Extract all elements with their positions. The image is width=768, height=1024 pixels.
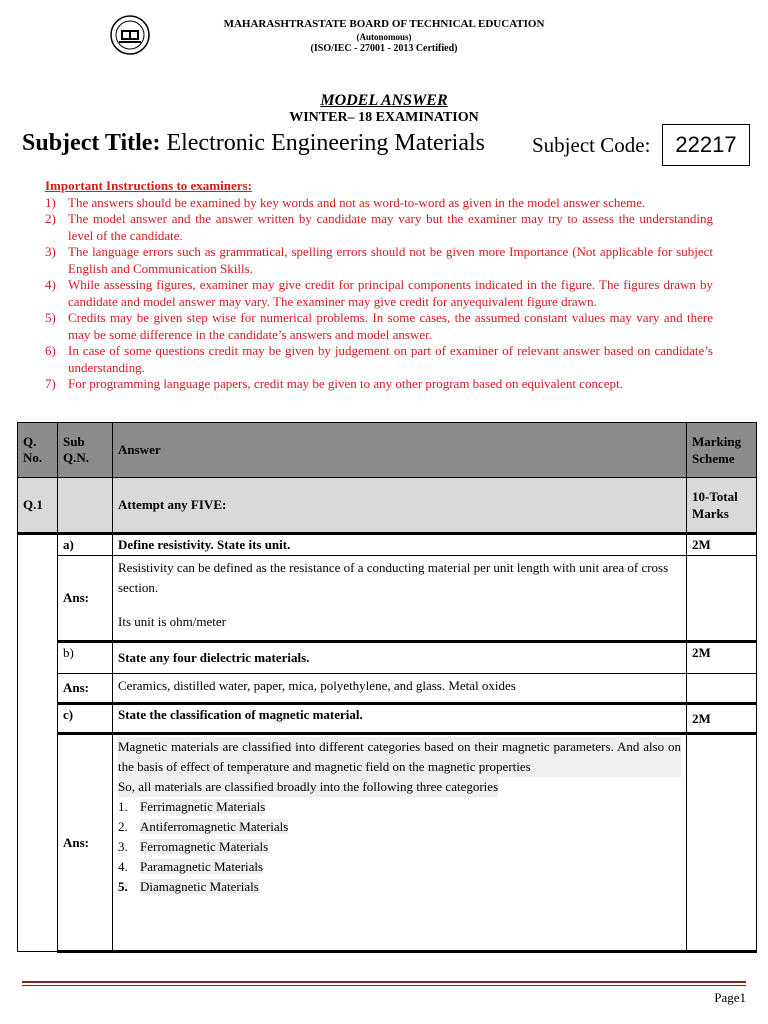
instruction-item: 6) In case of some questions credit may be given by judgement on part of examiner of relevant answer based on candidate’s understanding. bbox=[45, 343, 713, 375]
model-answer-title: MODEL ANSWER bbox=[320, 92, 448, 109]
list-item: 5. Diamagnetic Materials bbox=[118, 879, 259, 894]
table-row bbox=[18, 704, 757, 734]
ans-label-b: Ans: bbox=[58, 674, 113, 704]
footer-rule-thin bbox=[22, 985, 746, 986]
instruction-item: 5) Credits may be given step wise for numerical problems. In some cases, the assumed constant values may vary and there may be some difference in the candidate’s answers and model answer. bbox=[45, 310, 713, 342]
magnetic-categories-list bbox=[118, 797, 681, 897]
instruction-item: 4) While assessing figures, examiner may give credit for principal components indicated in the figure. The figures drawn by candidate and model answer may vary. The examiner may give credit for anyequivalent figure drawn. bbox=[45, 277, 713, 309]
subject-title bbox=[22, 130, 485, 157]
instruction-item: 3) The language errors such as grammatical, spelling errors should not be given more Importance (Not applicable for subject English and Communication Skills. bbox=[45, 244, 713, 276]
sub-label-c: c) bbox=[58, 704, 113, 734]
q1-number: Q.1 bbox=[18, 478, 58, 534]
instruction-item: 2) The model answer and the answer written by candidate may vary but the examiner may try to assess the understanding level of the candidate. bbox=[45, 211, 713, 243]
msbte-logo bbox=[109, 14, 151, 56]
subject-title-value: Electronic Engineering Materials bbox=[166, 130, 485, 156]
list-item: 2. Antiferromagnetic Materials bbox=[118, 819, 289, 834]
answer-c-intro: So, all materials are classified broadly into the following three categories bbox=[118, 777, 498, 797]
header-answer: Answer bbox=[113, 423, 687, 478]
answer-a-unit: Its unit is ohm/meter bbox=[118, 614, 226, 629]
question-a: Define resistivity. State its unit. bbox=[113, 534, 687, 556]
answer-b: Ceramics, distilled water, paper, mica, polyethylene, and glass. Metal oxides bbox=[113, 674, 687, 704]
table-row bbox=[18, 534, 757, 556]
instructions-list bbox=[45, 195, 713, 393]
header-qno: Q. No. bbox=[18, 423, 58, 478]
marks-b-blank bbox=[687, 674, 757, 704]
marks-c: 2M bbox=[687, 704, 757, 734]
answer-c-paragraph: Magnetic materials are classified into different categories based on their magnetic parameters. And also on the basis of effect of temperature and magnetic field on the magnetic properties bbox=[118, 737, 681, 777]
marks-a: 2M bbox=[687, 534, 757, 556]
subject-code-value: 22217 bbox=[662, 124, 750, 166]
marks-a-blank bbox=[687, 556, 757, 642]
marks-b: 2M bbox=[687, 642, 757, 674]
header-marking: Marking Scheme bbox=[687, 423, 757, 478]
instructions-block bbox=[45, 178, 713, 393]
list-item: 3. Ferromagnetic Materials bbox=[118, 839, 269, 854]
qno-blank-cell bbox=[18, 534, 58, 952]
table-row bbox=[18, 642, 757, 674]
subject-title-label: Subject Title: bbox=[22, 130, 161, 156]
iso-label: (ISO/IEC - 27001 - 2013 Certified) bbox=[310, 43, 458, 54]
table-row bbox=[18, 734, 757, 952]
list-item: 4. Paramagnetic Materials bbox=[118, 859, 264, 874]
instructions-title: Important Instructions to examiners: bbox=[45, 178, 252, 193]
page-number: Page1 bbox=[714, 990, 746, 1005]
question-b: State any four dielectric materials. bbox=[113, 642, 687, 674]
footer-rule bbox=[22, 981, 746, 983]
question-c: State the classification of magnetic material. bbox=[113, 704, 687, 734]
table-row bbox=[18, 556, 757, 642]
header-subqn: Sub Q.N. bbox=[58, 423, 113, 478]
table-header-row bbox=[18, 423, 757, 478]
answer-a bbox=[113, 556, 687, 642]
answer-c bbox=[113, 734, 687, 952]
board-name: MAHARASHTRASTATE BOARD OF TECHNICAL EDUCATION bbox=[223, 18, 545, 30]
subject-code-label: Subject Code: bbox=[532, 133, 651, 157]
instruction-item: 7) For programming language papers, credit may be given to any other program based on equivalent concept. bbox=[45, 376, 623, 391]
exam-session: WINTER– 18 EXAMINATION bbox=[289, 110, 479, 125]
answer-a-definition: Resistivity can be defined as the resistance of a conducting material per unit length with unit area of cross section. bbox=[118, 560, 669, 595]
table-row bbox=[18, 674, 757, 704]
sub-label-b: b) bbox=[58, 642, 113, 674]
q1-instruction: Attempt any FIVE: bbox=[113, 478, 687, 534]
q1-sub-empty bbox=[58, 478, 113, 534]
instruction-item: 1) The answers should be examined by key words and not as word-to-word as given in the model answer scheme. bbox=[45, 194, 646, 210]
list-item: 1. Ferrimagnetic Materials bbox=[118, 799, 266, 814]
ans-label-c: Ans: bbox=[58, 734, 113, 952]
table-row bbox=[18, 478, 757, 534]
ans-label-a: Ans: bbox=[58, 556, 113, 642]
marks-c-blank bbox=[687, 734, 757, 952]
autonomous-label: (Autonomous) bbox=[356, 32, 412, 42]
answer-table bbox=[17, 422, 757, 953]
sub-label-a: a) bbox=[58, 534, 113, 556]
q1-total-marks: 10-Total Marks bbox=[687, 478, 757, 534]
